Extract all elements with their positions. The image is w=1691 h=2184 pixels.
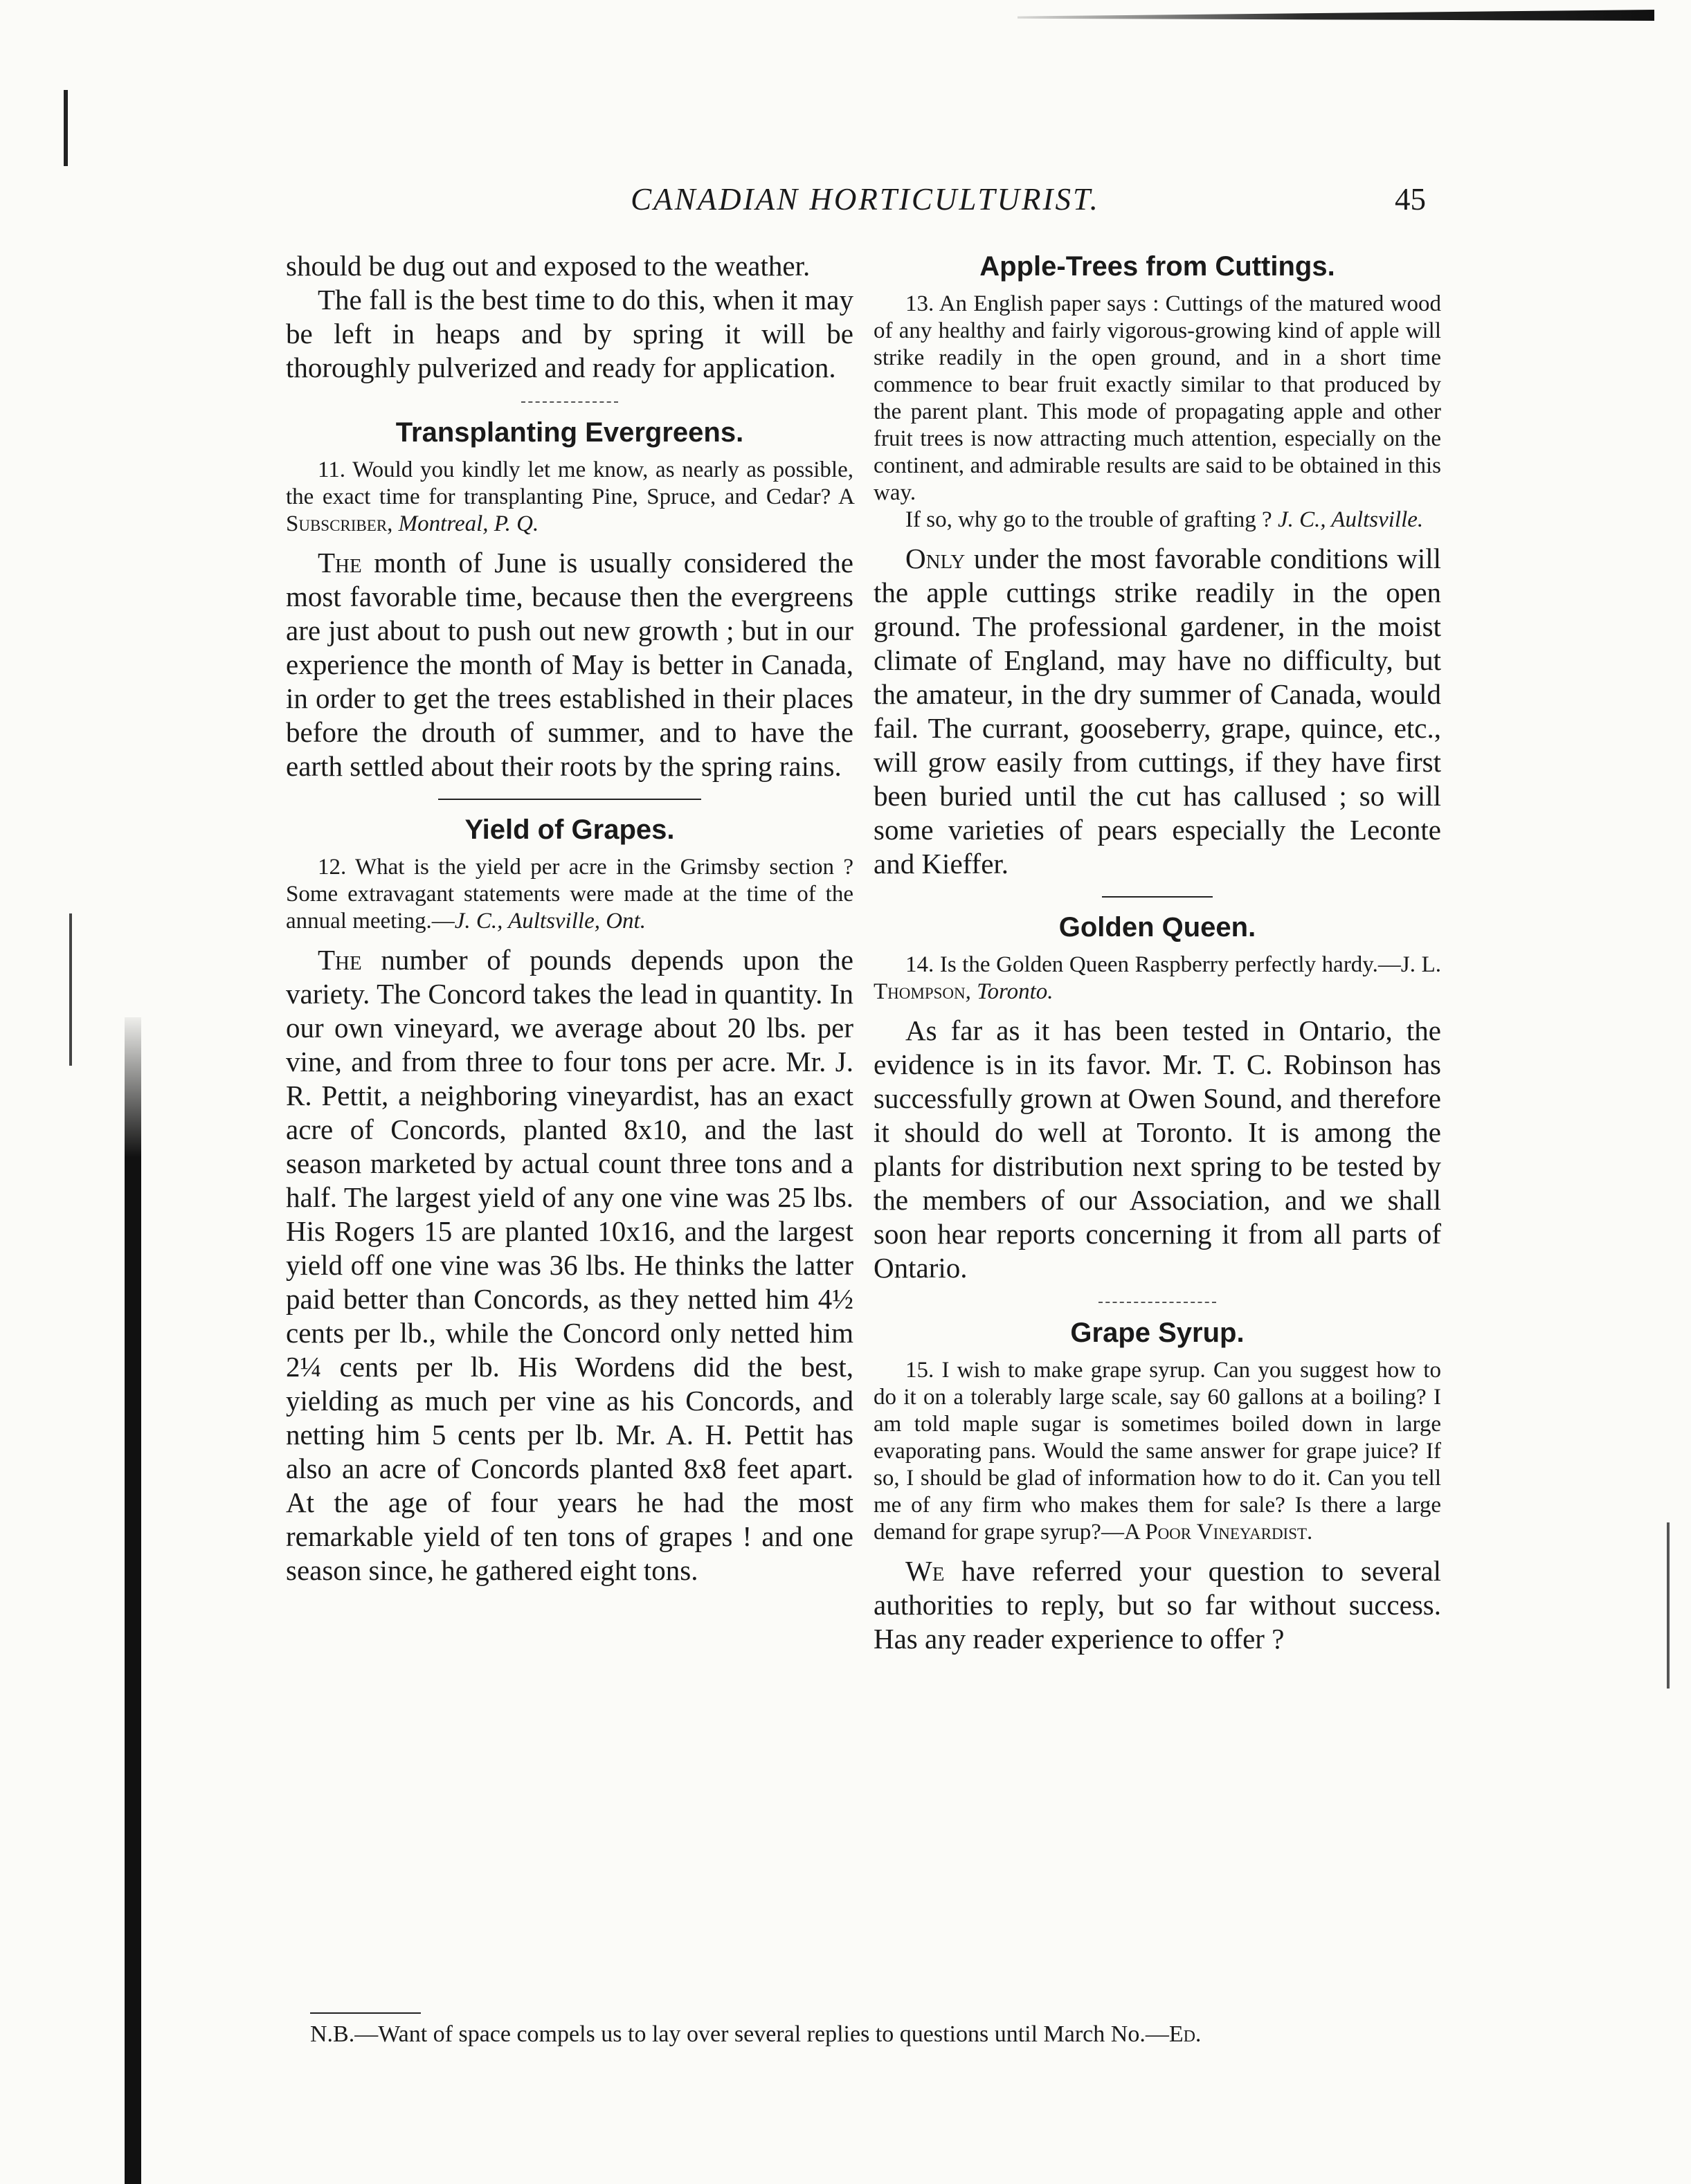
- running-title: CANADIAN HORTICULTURIST.: [631, 182, 1100, 217]
- scan-binding-shadow: [125, 1017, 141, 2184]
- editor-answer: As far as it has been tested in Ontario, the evidence is in its favor. Mr. T. C. Robinson has successfully grown at Owen Sound, and therefore it should do well at Toronto. It is among the plants for distribution next spring to be tested by the members of our Association, and we shall soon hear reports concerning it from all parts of Ontario.: [874, 1014, 1441, 1284]
- section-divider: [521, 401, 618, 403]
- editor-answer: The number of pounds depends upon the variety. The Concord takes the lead in quantity. In our own vineyard, we average about 20 lbs. per vine, and from three to four tons per acre. Mr. J. R. Pettit, a neighboring vineyardist, has an exact acre of Concords, planted 8x10, and the last season marketed by actual count three tons and a half. The largest yield of any one vine was 25 lbs. His Rogers 15 are planted 10x16, and the largest yield off one vine was 36 lbs. He thinks the latter paid better than Concords, as they netted him 4½ cents per lb., while the Concord only netted him 2¼ cents per lb. His Wordens did the best, yielding as much per vine as his Concords, and netting him 5 cents per lb. Mr. A. H. Pettit has also an acre of Concords planted 8x8 feet apart. At the age of four years he had the most remarkable yield of ten tons of grapes ! and one season since, he gathered eight tons.: [286, 944, 853, 1586]
- paragraph: The fall is the best time to do this, when it may be left in heaps and by spring it will be thoroughly pulverized and ready for application.: [286, 284, 853, 383]
- footnote: N.B.—Want of space compels us to lay over several replies to questions until March No.—Ed.: [310, 2021, 1202, 2047]
- continuation-paragraph: should be dug out and exposed to the weather.: [286, 250, 811, 282]
- section-title: Grape Syrup.: [1070, 1318, 1245, 1348]
- section-title: Yield of Grapes.: [464, 815, 675, 845]
- scan-margin-mark: [1667, 1522, 1670, 1689]
- editor-answer: Only under the most favorable conditions will the apple cuttings strike readily in the open ground. The professional gardener, in the moist climate of England, may have no difficulty, but the amateur, in the dry summer of Canada, would fail. The currant, gooseberry, grape, quince, etc., will grow easily from cuttings, if they have first been buried until the cut has callused ; so will some varieties of pears especially the Leconte and Kieffer.: [874, 543, 1441, 880]
- left-column: [286, 249, 853, 1587]
- right-column: [874, 249, 1441, 1656]
- scan-bar-artifact: [1018, 10, 1654, 21]
- scan-margin-mark: [69, 913, 72, 1066]
- editor-answer: The month of June is usually considered the most favorable time, because then the evergreens are just about to push out new growth ; but in our experience the month of May is better in Canada, in order to get the trees established in their places before the drouth of summer, and to have the earth settled about their roots by the spring rains.: [286, 547, 853, 782]
- footnote-rule: [310, 2012, 421, 2014]
- scan-margin-mark: [64, 90, 68, 166]
- editor-answer: We have referred your question to several authorities to reply, but so far without success. Has any reader experience to offer ?: [874, 1555, 1441, 1655]
- page-header: [277, 181, 1426, 230]
- reader-question: If so, why go to the trouble of grafting ? J. C., Aultsville.: [905, 507, 1424, 532]
- reader-question: 11. Would you kindly let me know, as nearly as possible, the exact time for transplanting Pine, Spruce, and Cedar? A Subscriber, Montreal, P. Q.: [286, 457, 853, 536]
- section-divider: [1098, 1302, 1216, 1303]
- section-divider: [1102, 896, 1213, 898]
- section-title: Apple-Trees from Cuttings.: [979, 251, 1335, 282]
- reader-question: 12. What is the yield per acre in the Grimsby section ? Some extravagant statements were made at the time of the annual meeting.—J. C., Aultsville, Ont.: [286, 855, 853, 934]
- section-title: Transplanting Evergreens.: [395, 417, 744, 448]
- section-title: Golden Queen.: [1058, 912, 1256, 943]
- reader-question: 15. I wish to make grape syrup. Can you suggest how to do it on a tolerably large scale, say 60 gallons at a boiling? I am told maple sugar is sometimes boiled down in large evaporating pans. Would the same answer for grape juice? If so, I should be glad of information how to do it. Can you tell me of any firm who makes them for sale? Is there a large demand for grape syrup?—A Poor Vineyardist.: [874, 1358, 1441, 1545]
- section-divider: [438, 799, 701, 800]
- reader-question: 13. An English paper says : Cuttings of the matured wood of any healthy and fairly vigorous-growing kind of apple will strike readily in the open ground, and in a short time commence to bear fruit exactly similar to that produced by the parent plant. This mode of propagating apple and other fruit trees is now attracting much attention, especially on the continent, and admirable results are said to be obtained in this way.: [874, 291, 1441, 505]
- page-number: 45: [1395, 182, 1426, 217]
- reader-question: 14. Is the Golden Queen Raspberry perfectly hardy.—J. L. Thompson, Toronto.: [874, 952, 1441, 1004]
